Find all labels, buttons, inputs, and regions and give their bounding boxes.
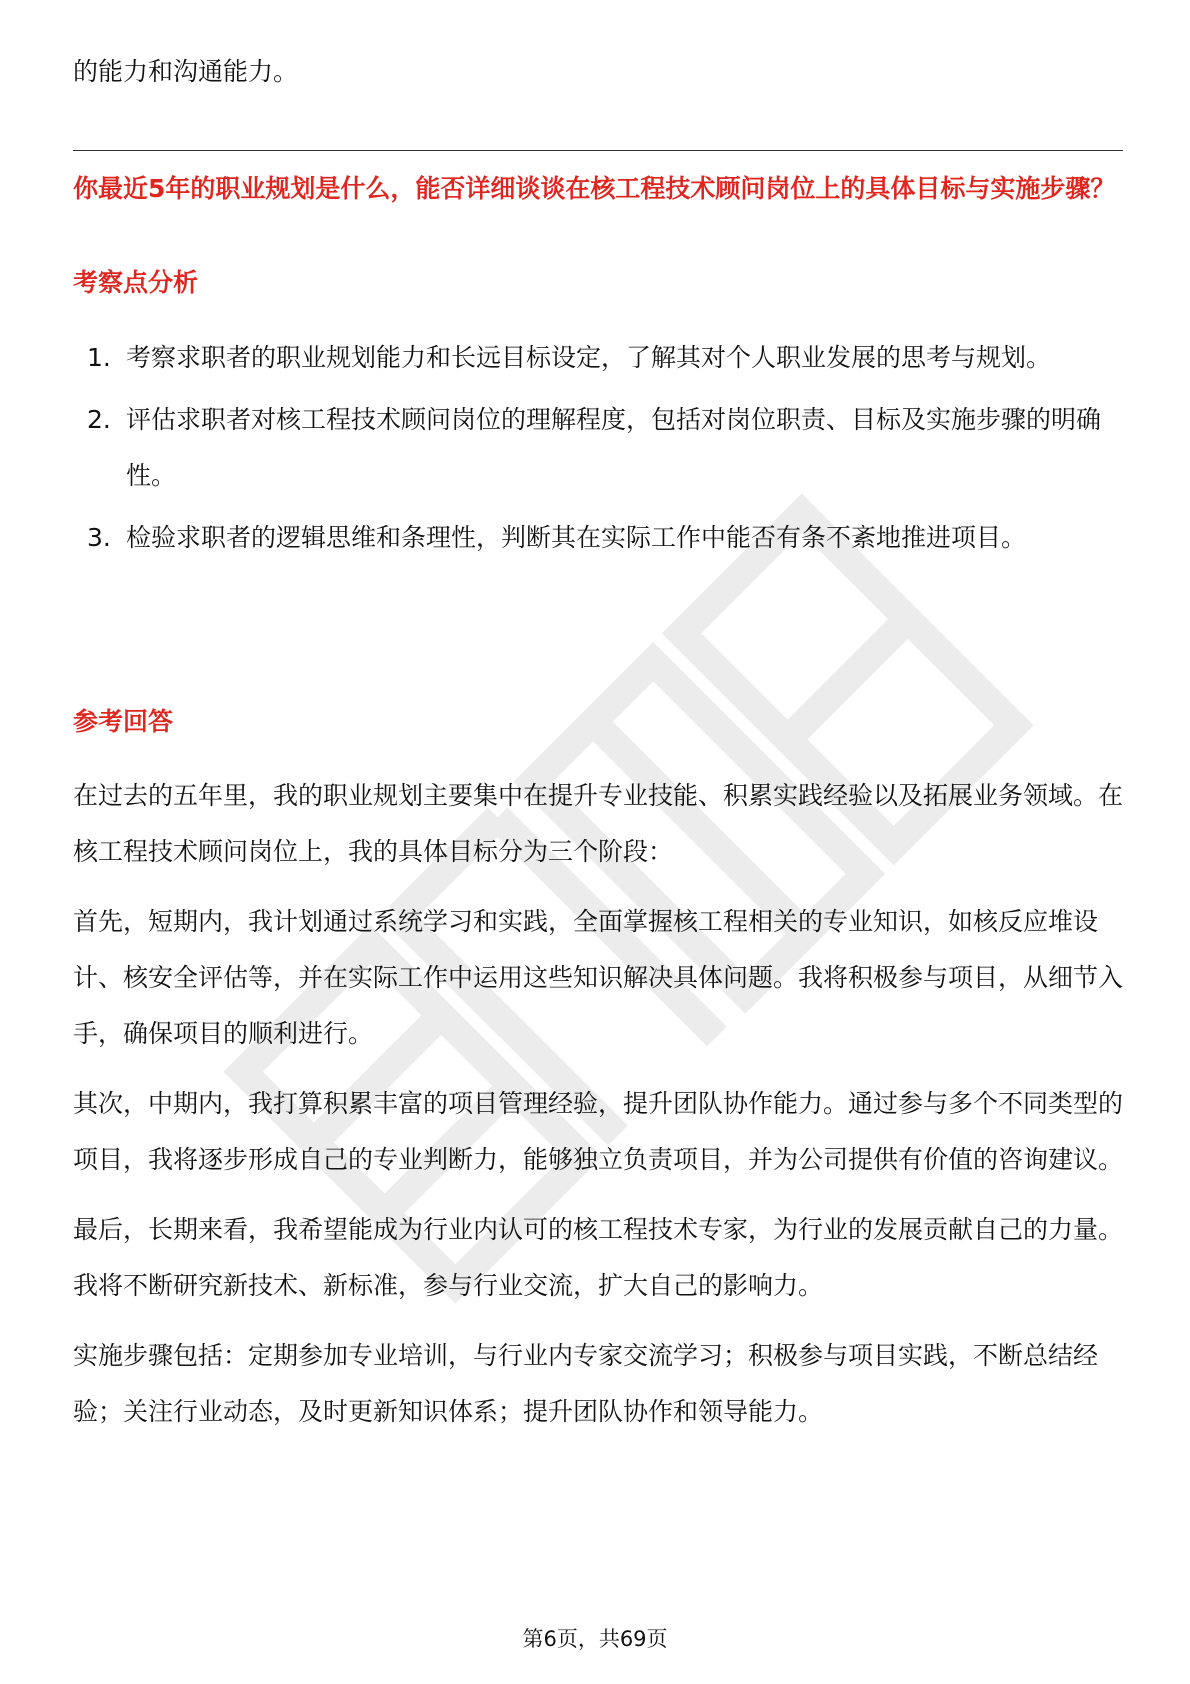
section-divider xyxy=(73,150,1123,151)
list-item xyxy=(73,510,1123,566)
answer-heading: 参考回答 xyxy=(73,707,174,736)
interview-question: 你最近5年的职业规划是什么，能否详细谈谈在核工程技术顾问岗位上的具体目标与实施步骤？ xyxy=(73,174,1116,203)
answer-paragraph: 在过去的五年里，我的职业规划主要集中在提升专业技能、积累实践经验以及拓展业务领域。在核工程技术顾问岗位上，我的具体目标分为三个阶段： xyxy=(73,781,1124,866)
list-item-text: 评估求职者对核工程技术顾问岗位的理解程度，包括对岗位职责、目标及实施步骤的明确性。 xyxy=(126,405,1102,490)
continued-text: 的能力和沟通能力。 xyxy=(73,57,299,86)
list-item-number: 1. xyxy=(87,343,111,372)
page-number: 第6页，共69页 xyxy=(522,1627,668,1651)
answer-paragraph: 实施步骤包括：定期参加专业培训，与行业内专家交流学习；积极参与项目实践，不断总结经验；关注行业动态，及时更新知识体系；提升团队协作和领导能力。 xyxy=(73,1341,1099,1426)
analysis-list xyxy=(73,330,1123,572)
answer-paragraph: 首先，短期内，我计划通过系统学习和实践，全面掌握核工程相关的专业知识，如核反应堆设计、核安全评估等，并在实际工作中运用这些知识解决具体问题。我将积极参与项目，从细节入手，确保项目的顺利进行。 xyxy=(73,907,1124,1048)
list-item xyxy=(73,330,1123,386)
list-item-number: 3. xyxy=(87,523,111,552)
list-item-text: 检验求职者的逻辑思维和条理性，判断其在实际工作中能否有条不紊地推进项目。 xyxy=(126,523,1027,552)
answer-paragraph: 其次，中期内，我打算积累丰富的项目管理经验，提升团队协作能力。通过参与多个不同类型的项目，我将逐步形成自己的专业判断力，能够独立负责项目，并为公司提供有价值的咨询建议。 xyxy=(73,1089,1124,1174)
list-item-text: 考察求职者的职业规划能力和长远目标设定，了解其对个人职业发展的思考与规划。 xyxy=(126,343,1052,372)
list-item xyxy=(73,392,1123,504)
answer-body xyxy=(73,768,1123,1454)
answer-paragraph: 最后，长期来看，我希望能成为行业内认可的核工程技术专家，为行业的发展贡献自己的力量。我将不断研究新技术、新标准，参与行业交流，扩大自己的影响力。 xyxy=(73,1215,1124,1300)
analysis-heading: 考察点分析 xyxy=(73,268,199,297)
list-item-number: 2. xyxy=(87,405,111,434)
